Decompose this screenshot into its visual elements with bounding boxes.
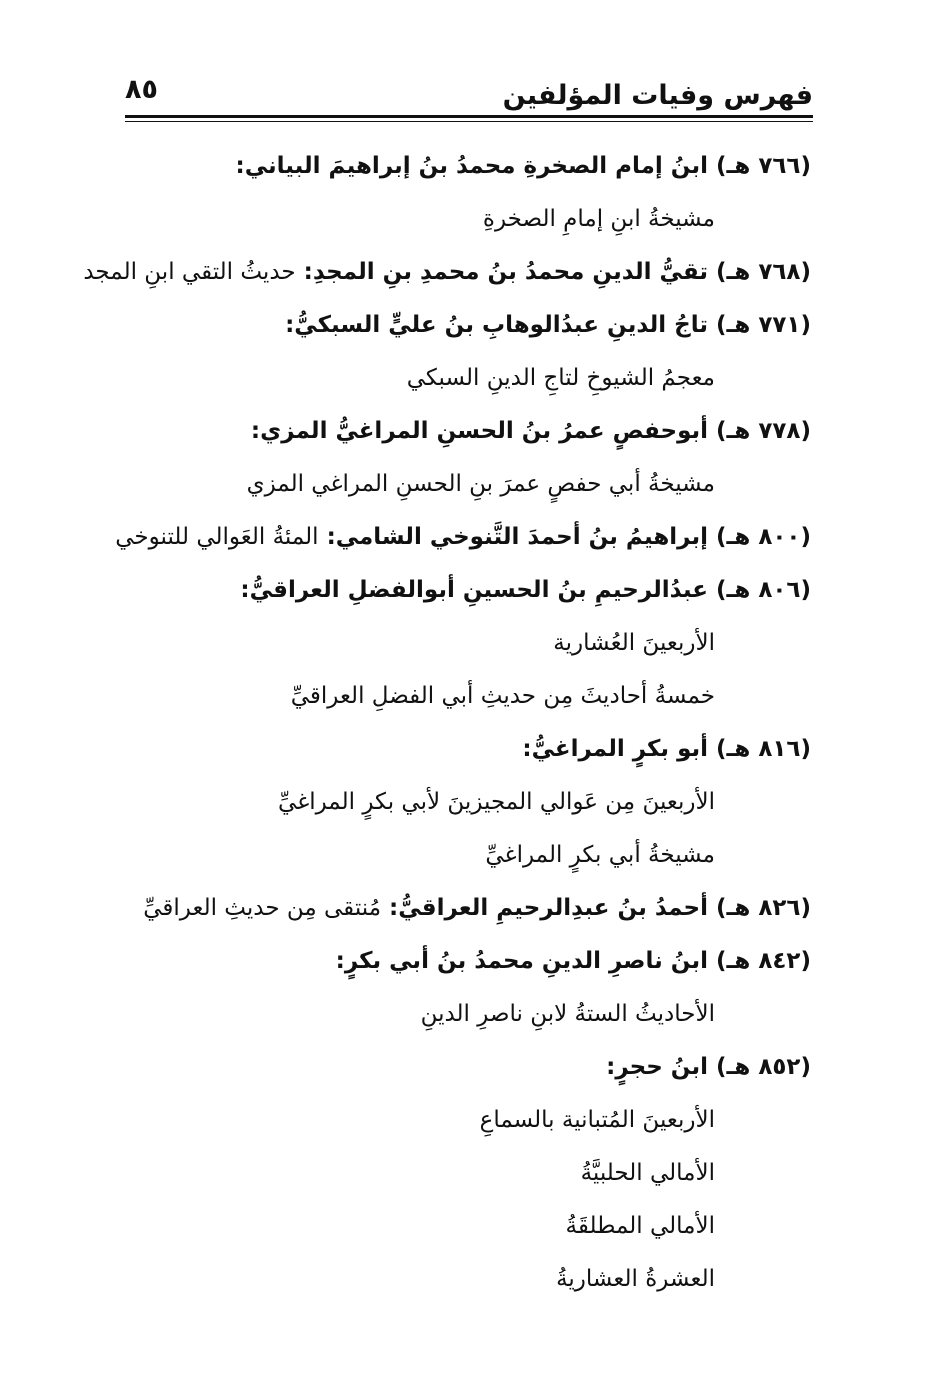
entry-heading [121,405,811,458]
entry-heading [121,299,811,352]
entry-author: إبراهيمُ بنُ أحمدَ التَّنوخي الشامي: [326,524,709,550]
entry-heading [121,140,811,193]
entry-heading [121,723,811,776]
entry-work: معجمُ الشيوخِ لتاجِ الدينِ السبكي [406,365,715,391]
entry-author: أبوحفصٍ عمرُ بنُ الحسنِ المراغيُّ المزي: [250,418,709,444]
entry-work: الأمالي الحلبيَّةُ [580,1160,715,1186]
entry-work: الأربعينَ العُشارية [553,630,715,656]
entry-heading [121,882,811,935]
entry-year: (٨١٦ هـ) [716,736,811,762]
entry-inline-work: المئةُ العَوالي للتنوخي [115,524,319,550]
entry-author: ابنُ حجرٍ: [606,1054,709,1080]
entry-author: ابنُ إمام الصخرةِ محمدُ بنُ إبراهيمَ البياني: [235,153,709,179]
entry-inline-work: حديثُ التقي ابنِ المجد [83,259,296,285]
entry-author: ابنُ ناصرِ الدينِ محمدُ بنُ أبي بكرٍ: [335,948,709,974]
entry-year: (٧٧١ هـ) [716,312,811,338]
entry-year: (٨٤٢ هـ) [716,948,811,974]
entry-heading [121,564,811,617]
page-header [125,70,813,114]
entry-work: خمسةُ أحاديثَ مِن حديثِ أبي الفضلِ العراقيِّ [290,683,715,709]
entry-year: (٨٥٢ هـ) [716,1054,811,1080]
running-title: فهرس وفيات المؤلفين [502,80,813,111]
entry-heading [83,246,811,299]
entry-year: (٨٠٦ هـ) [716,577,811,603]
entry-author: عبدُالرحيمِ بنُ الحسينِ أبوالفضلِ العراقيُّ: [240,577,709,603]
entry-work: مشيخةُ ابنِ إمامِ الصخرةِ [482,206,715,232]
entry-year: (٨٠٠ هـ) [716,524,811,550]
entry-author: تقيُّ الدينِ محمدُ بنُ محمدِ بنِ المجدِ: [303,259,709,285]
page-number: ٨٥ [125,74,158,105]
entry-author: أحمدُ بنُ عبدِالرحيمِ العراقيُّ: [389,895,709,921]
header-rule-thick [125,115,813,118]
index-entries [83,140,811,1306]
entry-heading [121,1041,811,1094]
entry-author: أبو بكرٍ المراغيُّ: [522,736,709,762]
header-rule-thin [125,121,813,122]
entry-year: (٨٢٦ هـ) [716,895,811,921]
entry-work: الأمالي المطلقَةُ [565,1213,715,1239]
entry-work: مشيخةُ أبي بكرٍ المراغيِّ [485,842,715,868]
entry-inline-work: مُنتقى مِن حديثِ العراقيِّ [143,895,382,921]
entry-work: الأحاديثُ الستةُ لابنِ ناصرِ الدينِ [420,1001,715,1027]
entry-author: تاجُ الدينِ عبدُالوهابِ بنُ عليٍّ السبكيُّ: [285,312,709,338]
entry-year: (٧٦٨ هـ) [716,259,811,285]
entry-heading [121,935,811,988]
entry-year: (٧٧٨ هـ) [716,418,811,444]
entry-work: الأربعينَ المُتبانية بالسماعِ [479,1107,715,1133]
entry-year: (٧٦٦ هـ) [716,153,811,179]
entry-work: العشرةُ العشاريةُ [556,1266,715,1292]
entry-work: الأربعينَ مِن عَوالي المجيزينَ لأبي بكرٍ المراغيِّ [278,789,715,815]
entry-heading [115,511,811,564]
entry-work: مشيخةُ أبي حفصٍ عمرَ بنِ الحسنِ المراغي المزي [246,471,715,497]
